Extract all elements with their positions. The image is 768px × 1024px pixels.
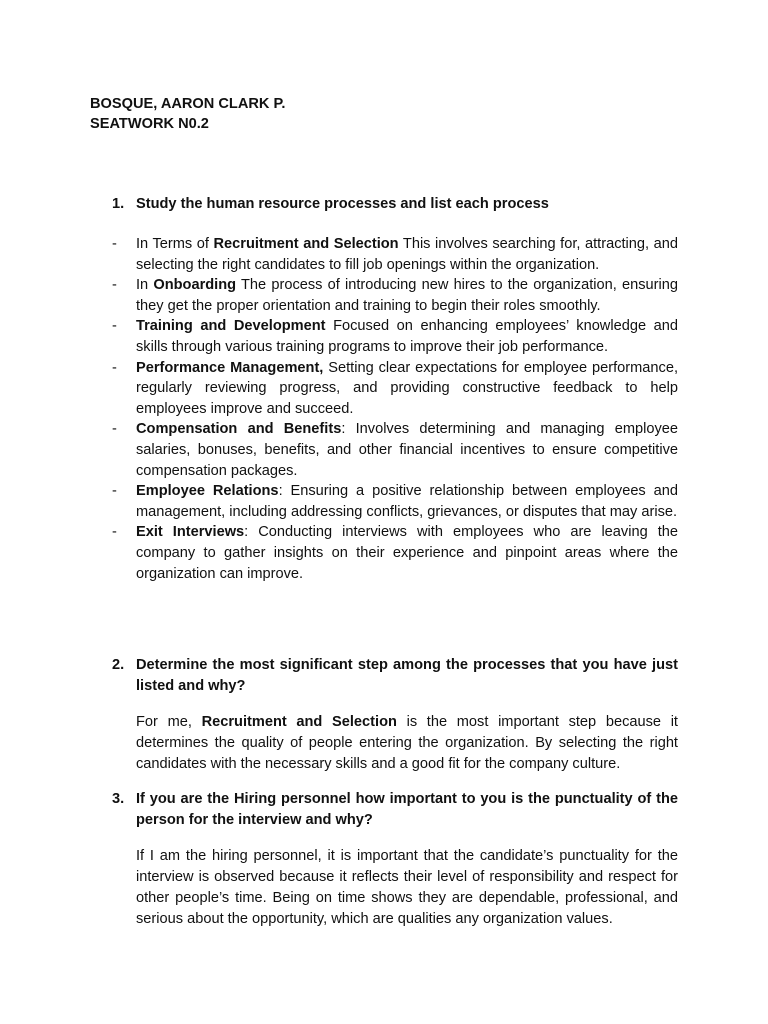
list-item-text: The process of introducing new hires to the organization, ensuring they get the proper orientation and training to begin their roles smoothly. [136, 277, 678, 314]
question-1-text: Study the human resource processes and list each process [136, 196, 549, 212]
list-item-term: Onboarding [153, 277, 237, 294]
question-2 [112, 655, 678, 697]
question-3-number: 3. [112, 791, 125, 807]
answer-2-term: Recruitment and Selection [201, 714, 397, 730]
list-item [112, 419, 678, 481]
list-item-marker: - [112, 318, 117, 335]
list-item-term: Training and Development [136, 318, 326, 335]
list-item-marker: - [112, 524, 117, 541]
list-item-term: Performance Management, [136, 359, 324, 376]
list-item-marker: - [112, 421, 117, 438]
answer-3: If I am the hiring personnel, it is important that the candidate’s punctuality for the interview is observed because it reflects their level of responsibility and respect for other people’s time. Being on time shows they are dependable, professional, and serious about the opportunity, which are qualities any organization values. [136, 848, 678, 927]
list-item-marker: - [112, 277, 117, 294]
list-item-term: Employee Relations [136, 483, 279, 500]
hr-process-list [112, 234, 678, 584]
question-3 [112, 789, 678, 831]
question-1-number: 1. [112, 196, 125, 212]
list-item-text: This involves searching for, attracting, and selecting the right candidates to fill job openings within the organization. [136, 236, 678, 273]
list-item-text: : Ensuring a positive relationship between employees and management, including addressing conflicts, grievances, or disputes that may arise. [136, 483, 679, 520]
list-item [112, 234, 678, 275]
student-name: BOSQUE, AARON CLARK P. [90, 96, 286, 112]
list-item [112, 358, 678, 420]
answer-2-text: is the most important step because it determines the quality of people entering the organization. By selecting the right candidates with the necessary skills and a good fit for the company culture. [136, 714, 678, 772]
answer-2 [136, 712, 678, 775]
list-item [112, 481, 678, 522]
seatwork-title: SEATWORK N0.2 [90, 116, 209, 132]
question-2-number: 2. [112, 657, 125, 673]
list-item-marker: - [112, 483, 117, 500]
list-item-term: Exit Interviews [136, 524, 245, 541]
list-item-text: Focused on enhancing employees’ knowledge and skills through various training programs to improve their job performance. [136, 318, 678, 355]
answer-2-prefix: For me, [136, 714, 202, 730]
list-item-text: : Conducting interviews with employees who are leaving the company to gather insights on their experience and pinpoint areas where the organization can improve. [136, 524, 678, 582]
list-item-term: Recruitment and Selection [213, 236, 399, 252]
question-1 [112, 194, 678, 215]
list-item [112, 316, 678, 357]
list-item-term: Compensation and Benefits [136, 421, 342, 438]
list-item-marker: - [112, 236, 117, 252]
question-2-text: Determine the most significant step among the processes that you have just listed and why? [136, 657, 678, 694]
list-item-prefix: In Terms of [136, 236, 214, 252]
list-item-prefix: In [136, 277, 154, 294]
list-item-text: Setting clear expectations for employee performance, regularly reviewing progress, and providing constructive feedback to help employees improve and succeed. [136, 359, 678, 417]
list-item [112, 522, 678, 584]
list-item-marker: - [112, 359, 117, 376]
document-header [90, 94, 285, 134]
list-item-text: : Involves determining and managing employee salaries, bonuses, benefits, and other financial incentives to ensure competitive compensation packages. [136, 421, 679, 479]
question-3-text: If you are the Hiring personnel how important to you is the punctuality of the person for the interview and why? [136, 791, 678, 828]
list-item [112, 275, 678, 316]
